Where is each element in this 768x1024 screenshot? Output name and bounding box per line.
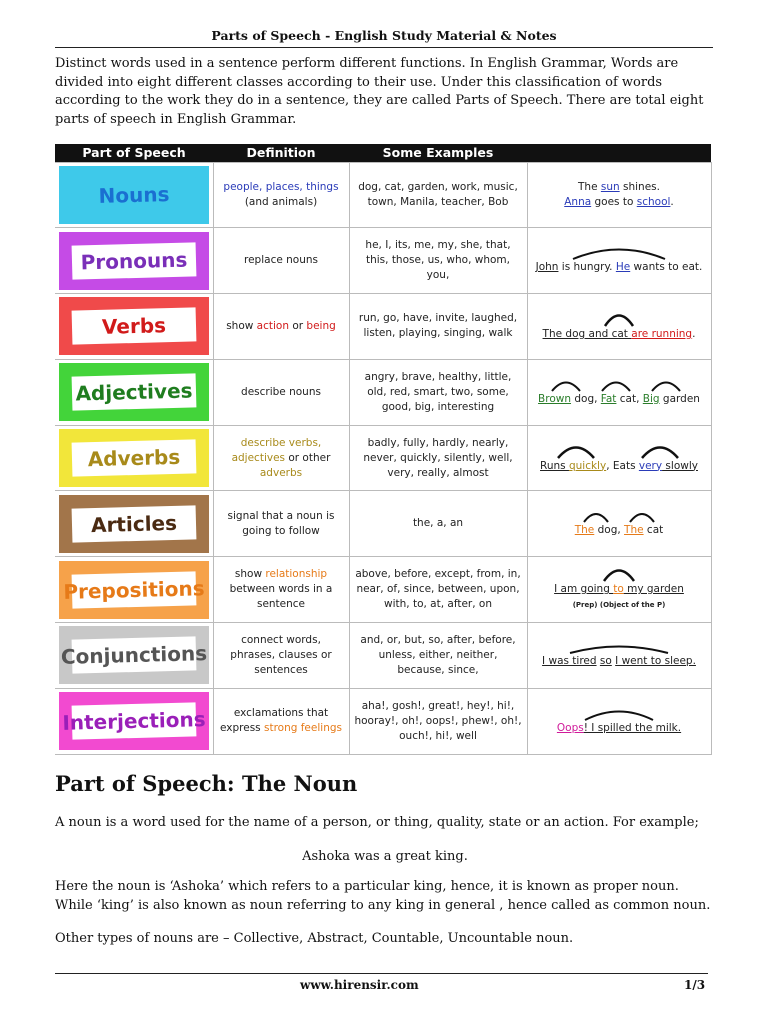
sentence-text: .: [670, 195, 674, 208]
sentence-text: wants to eat.: [630, 261, 703, 274]
label-cell: [55, 294, 213, 360]
table-row: [55, 623, 711, 689]
table-row: [55, 425, 711, 491]
highlight-box: [59, 561, 209, 619]
page-header-title: Parts of Speech - English Study Material & Notes: [211, 28, 557, 43]
sentence-text: dog,: [594, 524, 625, 537]
col-header-part: Part of Speech: [55, 144, 213, 162]
example-sentence: Ashoka was a great king.: [302, 849, 468, 864]
arc-arrow-icon: [544, 443, 694, 459]
paragraph-explanation: Here the noun is ‘Ashoka’ which refers to a particular king, hence, it is known as proper noun. While ‘king’ is also known as noun referring to any king in general , hence called as common noun.: [55, 879, 711, 913]
pos-label-articles: Articles: [71, 505, 196, 542]
sentence-cell: [527, 294, 711, 360]
sentence-highlight: Oops: [556, 721, 584, 734]
label-cell: [55, 228, 213, 294]
definition-text: adverbs: [259, 466, 303, 479]
pos-label-nouns: Nouns: [71, 176, 196, 213]
arc-arrow-icon: [594, 566, 644, 582]
table-row: [55, 228, 711, 294]
definition-text: action: [256, 319, 289, 332]
table-header-row: [55, 144, 711, 162]
sentence-cell: [527, 688, 711, 754]
pos-label-conjunctions: Conjunctions: [71, 637, 196, 674]
definition-cell: [213, 294, 349, 360]
sentence-cell: [527, 623, 711, 689]
page-number: 1/3: [684, 978, 706, 992]
sentence-highlight: Big: [642, 392, 660, 405]
sentence-highlight: He: [615, 261, 631, 274]
sentence-highlight: Brown: [538, 392, 572, 405]
examples-cell: dog, cat, garden, work, music, town, Manila, teacher, Bob: [349, 162, 527, 228]
sentence-cell: [527, 491, 711, 557]
pos-label-adverbs: Adverbs: [71, 439, 196, 476]
definition-text: or other: [285, 451, 331, 464]
sentence-highlight: quickly: [568, 459, 607, 472]
sentence-highlight: so: [599, 654, 612, 667]
examples-cell: angry, brave, healthy, little, old, red, smart, two, some, good, big, interesting: [349, 359, 527, 425]
parts-of-speech-table: [55, 144, 712, 755]
highlight-box: [59, 166, 209, 224]
table-row: [55, 359, 711, 425]
definition-text: relationship: [265, 568, 328, 581]
arc-arrow-icon: [579, 707, 659, 721]
highlight-box: [59, 692, 209, 750]
sentence-note: (Prep) (Object of the P): [572, 601, 666, 610]
sentence-text: Runs: [540, 459, 569, 472]
footer-website: www.hirensir.com: [300, 978, 419, 992]
section-heading: Part of Speech: The Noun: [55, 771, 358, 796]
highlight-box: [59, 363, 209, 421]
label-cell: [55, 557, 213, 623]
definition-cell: replace nouns: [213, 228, 349, 294]
sentence-text: garden: [659, 392, 700, 405]
sentence-cell: [527, 425, 711, 491]
sentence-highlight: The: [624, 524, 644, 537]
col-header-definition: Definition: [213, 144, 349, 162]
highlight-box: [59, 232, 209, 290]
sentence-text: , Eats: [606, 459, 639, 472]
arc-arrow-icon: [574, 509, 664, 523]
definition-text: exclamations that express: [220, 707, 329, 735]
table-row: [55, 491, 711, 557]
sentence-text: goes to: [591, 195, 637, 208]
label-cell: [55, 359, 213, 425]
definition-cell: [213, 162, 349, 228]
sentence-text: The: [578, 180, 601, 193]
definition-text: (and animals): [244, 195, 318, 208]
definition-text: or: [289, 319, 307, 332]
examples-cell: aha!, gosh!, great!, hey!, hi!, hooray!, oh!, oops!, phew!, oh!, ouch!, hi!, well: [349, 688, 527, 754]
examples-cell: run, go, have, invite, laughed, listen, playing, singing, walk: [349, 294, 527, 360]
pos-label-prepositions: Prepositions: [71, 571, 196, 608]
sentence-text: shines.: [619, 180, 660, 193]
highlight-box: [59, 495, 209, 553]
label-cell: [55, 162, 213, 228]
sentence-highlight: are running: [631, 327, 693, 340]
definition-cell: signal that a noun is going to follow: [213, 491, 349, 557]
table-row: [55, 162, 711, 228]
definition-text: between words in a sentence: [229, 583, 333, 611]
intro-paragraph: Distinct words used in a sentence perform different functions. In English Grammar, Words are divided into eight different classes according to their use. Under this classification of words according to the work they do in a sentence, they are called Parts of Speech. There are total eight parts of speech in English Grammar.: [55, 56, 704, 127]
sentence-highlight: John: [535, 261, 559, 274]
definition-text: strong feelings: [263, 722, 342, 735]
pos-label-adjectives: Adjectives: [71, 374, 196, 411]
sentence-text: ! I spilled the milk.: [583, 721, 682, 734]
definition-cell: connect words, phrases, clauses or sentences: [213, 623, 349, 689]
col-header-sentence: [527, 144, 711, 162]
paragraph-noun-types: Other types of nouns are – Collective, Abstract, Countable, Uncountable noun.: [55, 931, 574, 946]
highlight-box: [59, 626, 209, 684]
examples-cell: the, a, an: [349, 491, 527, 557]
table-row: [55, 688, 711, 754]
table-row: [55, 557, 711, 623]
sentence-highlight: Anna: [564, 195, 592, 208]
label-cell: [55, 491, 213, 557]
label-cell: [55, 425, 213, 491]
arc-arrow-icon: [544, 378, 694, 392]
sentence-highlight: to: [613, 583, 624, 596]
highlight-box: [59, 429, 209, 487]
examples-cell: and, or, but, so, after, before, unless, either, neither, because, since,: [349, 623, 527, 689]
sentence-cell: [527, 557, 711, 623]
footer-divider: [55, 973, 708, 974]
sentence-highlight: The: [574, 524, 595, 537]
table-row: [55, 294, 711, 360]
definition-cell: describe nouns: [213, 359, 349, 425]
sentence-cell: [527, 162, 711, 228]
highlight-box: [59, 297, 209, 355]
definition-text: describe verbs, adjectives: [231, 436, 322, 464]
sentence-text: I went to sleep.: [615, 654, 696, 667]
examples-cell: he, I, its, me, my, she, that, this, those, us, who, whom, you,: [349, 228, 527, 294]
sentence-text: is hungry.: [558, 261, 616, 274]
definition-text: being: [306, 319, 336, 332]
definition-cell: [213, 688, 349, 754]
sentence-highlight: very: [638, 459, 663, 472]
pos-label-interjections: Interjections: [71, 703, 196, 740]
arc-arrow-icon: [569, 246, 669, 260]
sentence-text: I was tired: [542, 654, 597, 667]
paragraph-definition: A noun is a word used for the name of a person, or thing, quality, state or an action. For example;: [55, 815, 699, 830]
col-header-examples: Some Examples: [349, 144, 527, 162]
arc-arrow-icon: [564, 642, 674, 654]
sentence-text: my garden: [623, 583, 684, 596]
sentence-text: dog,: [571, 392, 601, 405]
sentence-highlight: sun: [600, 180, 620, 193]
label-cell: [55, 688, 213, 754]
definition-cell: [213, 557, 349, 623]
label-cell: [55, 623, 213, 689]
sentence-highlight: Fat: [600, 392, 617, 405]
examples-cell: badly, fully, hardly, nearly, never, quickly, silently, well, very, really, almost: [349, 425, 527, 491]
sentence-cell: [527, 359, 711, 425]
sentence-text: .: [692, 327, 696, 340]
sentence-text: I am going: [554, 583, 614, 596]
definition-text: show: [226, 319, 257, 332]
sentence-cell: [527, 228, 711, 294]
pos-label-verbs: Verbs: [71, 308, 196, 345]
sentence-text: cat,: [616, 392, 643, 405]
sentence-text: The dog and cat: [542, 327, 632, 340]
examples-cell: above, before, except, from, in, near, of, since, between, upon, with, to, at, after, on: [349, 557, 527, 623]
pos-label-pronouns: Pronouns: [71, 242, 196, 279]
definition-text: show: [234, 568, 266, 581]
sentence-text: slowly: [662, 459, 698, 472]
header-divider: [55, 47, 713, 48]
arc-arrow-icon: [599, 311, 639, 327]
definition-cell: [213, 425, 349, 491]
sentence-highlight: school: [636, 195, 671, 208]
definition-text: people, places, things: [223, 180, 339, 193]
sentence-text: cat: [643, 524, 664, 537]
